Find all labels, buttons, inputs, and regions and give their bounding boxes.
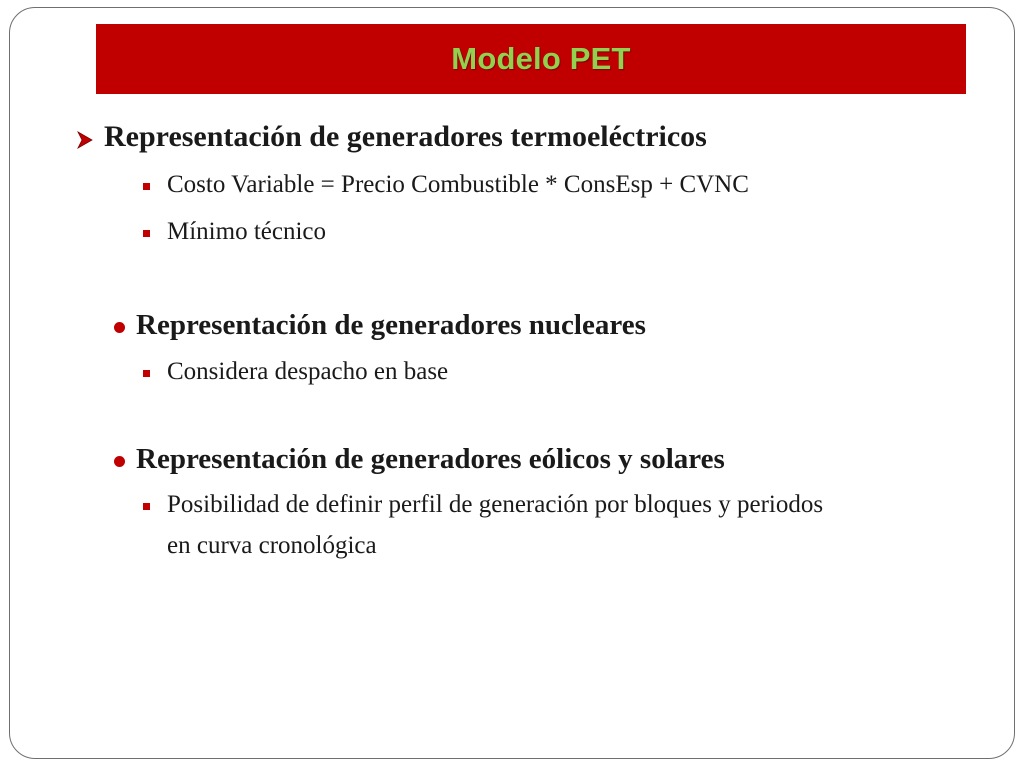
square-bullet-icon	[143, 230, 150, 237]
title-bar	[96, 24, 966, 94]
section-heading-wind-solar: Representación de generadores eólicos y solares	[136, 443, 725, 475]
section-heading-thermal: Representación de generadores termoeléctricos	[104, 120, 707, 153]
slide-title: Modelo PET	[451, 41, 631, 76]
list-item: Considera despacho en base	[167, 358, 449, 385]
square-bullet-icon	[143, 183, 150, 190]
dot-icon	[114, 322, 125, 333]
square-bullet-icon	[143, 370, 150, 377]
list-item-continuation: en curva cronológica	[167, 532, 377, 559]
list-item: Costo Variable = Precio Combustible * ConsEsp + CVNC	[167, 171, 749, 198]
square-bullet-icon	[143, 503, 150, 510]
list-item: Posibilidad de definir perfil de generación por bloques y periodos	[167, 491, 824, 518]
list-item: Mínimo técnico	[167, 218, 326, 245]
section-heading-nuclear: Representación de generadores nucleares	[136, 309, 646, 341]
dot-icon	[114, 456, 125, 467]
arrow-icon	[77, 131, 93, 149]
